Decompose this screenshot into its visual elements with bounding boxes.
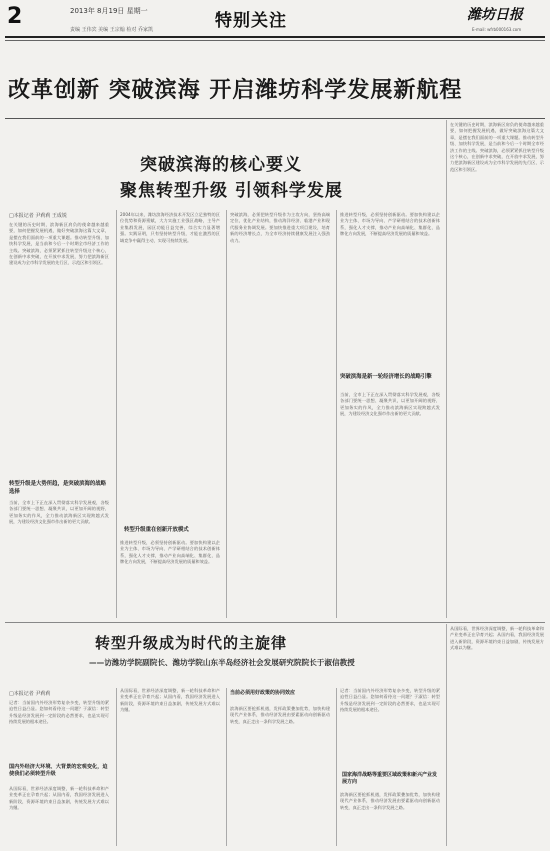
article-a-headline-1: 突破滨海的核心要义 (140, 155, 302, 175)
article-b-col-5: 从国际看，世界经济深度调整，新一轮科技革命和产业变革正在孕育兴起；从国内看，我国经济发展进入新阶段，资源环境约束日益加剧，传统发展方式难以为继。 (450, 626, 544, 651)
article-a-col-4b: 当前，全市上下正在深入贯彻落实科学发展观，各级各部门要统一思想、凝聚共识，以更加开阔的视野、更加务实的作风，全力推动滨海新区实现跨越式发展，为建设经济文化强市作出新的更大贡献。 (340, 392, 440, 417)
column-divider (116, 210, 117, 618)
article-b-subheadline: ——访潍坊学院副院长、潍坊学院山东半岛经济社会发展研究院院长于淑信教授 (89, 658, 355, 667)
header-rule (5, 36, 545, 38)
article-b-col-3: 滨海新区要抢抓机遇，发挥政策叠加优势，加快构建现代产业体系，推动经济发展由要素驱动向创新驱动转变，真正走出一条科学发展之路。 (230, 706, 330, 724)
issue-date: 2013年 8月19日 星期一 (70, 7, 148, 15)
contact-email: E-mail: wfrb000163.com (472, 27, 522, 32)
column-divider (336, 688, 337, 846)
article-a-subhead-2: 转型升级重在创新开放模式 (124, 527, 189, 533)
article-b-col-1: 记者：当前国内外经济形势复杂多变，转型升级的紧迫性日益凸显。您如何看待这一问题？于淑信：转型升级是经济发展到一定阶段的必然要求，也是实现可持续发展的根本途径。 (9, 700, 109, 725)
article-b-col-1b: 从国际看，世界经济深度调整，新一轮科技革命和产业变革正在孕育兴起；从国内看，我国经济发展进入新阶段，资源环境约束日益加剧，传统发展方式难以为继。 (9, 786, 109, 811)
article-a-headline-2: 聚焦转型升级 引领科学发展 (120, 181, 343, 201)
article-b-col-2: 从国际看，世界经济深度调整，新一轮科技革命和产业变革正在孕育兴起；从国内看，我国经济发展进入新阶段，资源环境约束日益加剧，传统发展方式难以为继。 (120, 688, 220, 713)
article-a-col-1b: 当前，全市上下正在深入贯彻落实科学发展观，各级各部门要统一思想、凝聚共识，以更加开阔的视野、更加务实的作风，全力推动滨海新区实现跨越式发展，为建设经济文化强市作出新的更大贡献。 (9, 500, 109, 525)
article-b-byline: □本报记者 尹莉莉 (9, 691, 51, 697)
column-divider (446, 624, 447, 846)
newspaper-logo: 潍坊日报 (467, 7, 523, 23)
article-a-col-2b: 推进转型升级，必须坚持创新驱动。要加快构建以企业为主体、市场为导向、产学研相结合的技术创新体系，强化人才支撑，推动产业向高端化、集群化、品牌化方向发展，不断提高经济发展的质量和效益。 (120, 540, 220, 565)
page-number: 2 (7, 4, 23, 29)
article-a-col-1: 在关键的历史时期，滨海新区肩负的使命越来越重要，如何把握发展机遇，做好突破滨海这篇大文章，是摆在我们面前的一项重大课题。推动转型升级、加快科学发展，是当前和今后一个时期全市经济工作的主线。突破滨海，必须紧紧抓住转型升级这个核心，在创新中求突破，在开放中求发展，努力把滨海新区建设成为全市科学发展的先行区、示范区和引领区。 (9, 222, 109, 266)
article-a-byline: □本报记者 尹莉莉 王成锐 (9, 213, 67, 219)
article-a-col-4: 推进转型升级，必须坚持创新驱动。要加快构建以企业为主体、市场为导向、产学研相结合的技术创新体系，强化人才支撑，推动产业向高端化、集群化、品牌化方向发展，不断提高经济发展的质量和效益。 (340, 212, 440, 237)
article-a-col-2: 2004年以来，潍坊滨海经济技术开发区立足独特的区位优势和资源禀赋，大力实施工业强区战略，主导产业集群发展，园区功能日益完善，综合实力显著增强。实践证明，只有坚持转型升级，才能在激烈的区域竞争中赢得主动，实现可持续发展。 (120, 212, 220, 243)
article-a-subhead-1: 转型升级是大势所趋，是突破滨海的战略选择 (9, 481, 107, 495)
column-divider (226, 210, 227, 618)
column-divider (116, 688, 117, 846)
article-b-subhead-2: 当前必须用好政策的协同效应 (230, 690, 296, 696)
article-b-subhead-1: 国内外经济大环境、大背景的宏观变化，迫使我们必须转型升级 (9, 764, 108, 777)
page-header (0, 0, 550, 40)
section-title: 特别关注 (215, 11, 287, 31)
article-b-col-4: 记者：当前国内外经济形势复杂多变，转型升级的紧迫性日益凸显。您如何看待这一问题？于淑信：转型升级是经济发展到一定阶段的必然要求，也是实现可持续发展的根本途径。 (340, 688, 440, 713)
article-b-headline: 转型升级成为时代的主旋律 (95, 634, 288, 652)
column-divider (336, 210, 337, 618)
section-rule (5, 622, 545, 623)
article-a-col-3: 突破滨海，必须把转型升级作为主攻方向，坚持高端定位，优化产业结构，推动海洋经济、临港产业和现代服务业协调发展。要加快推进重大项目建设，培育新的经济增长点，为全市经济持续健康发展注入强劲动力。 (230, 212, 330, 243)
banner-rule (5, 118, 545, 119)
editor-credits: 责编 王伟宾 美编 王宗翰 检对 乔家凯 (70, 27, 153, 33)
article-b-subhead-3: 国家海洋战略等重要区域政策和新兴产业发展方向 (342, 772, 438, 785)
column-divider (226, 688, 227, 846)
article-b-col-4b: 滨海新区要抢抓机遇，发挥政策叠加优势，加快构建现代产业体系，推动经济发展由要素驱动向创新驱动转变，真正走出一条科学发展之路。 (340, 792, 440, 810)
banner-headline: 改革创新 突破滨海 开启潍坊科学发展新航程 (8, 78, 463, 103)
article-a-subhead-3: 突破滨海是新一轮经济增长的战略引擎 (340, 374, 432, 380)
column-divider (446, 120, 447, 618)
article-a-col-5: 在关键的历史时期，滨海新区肩负的使命越来越重要，如何把握发展机遇，做好突破滨海这篇大文章，是摆在我们面前的一项重大课题。推动转型升级、加快科学发展，是当前和今后一个时期全市经济工作的主线。突破滨海，必须紧紧抓住转型升级这个核心，在创新中求突破，在开放中求发展，努力把滨海新区建设成为全市科学发展的先行区、示范区和引领区。 (450, 122, 544, 172)
header-rule-thin (5, 40, 545, 41)
